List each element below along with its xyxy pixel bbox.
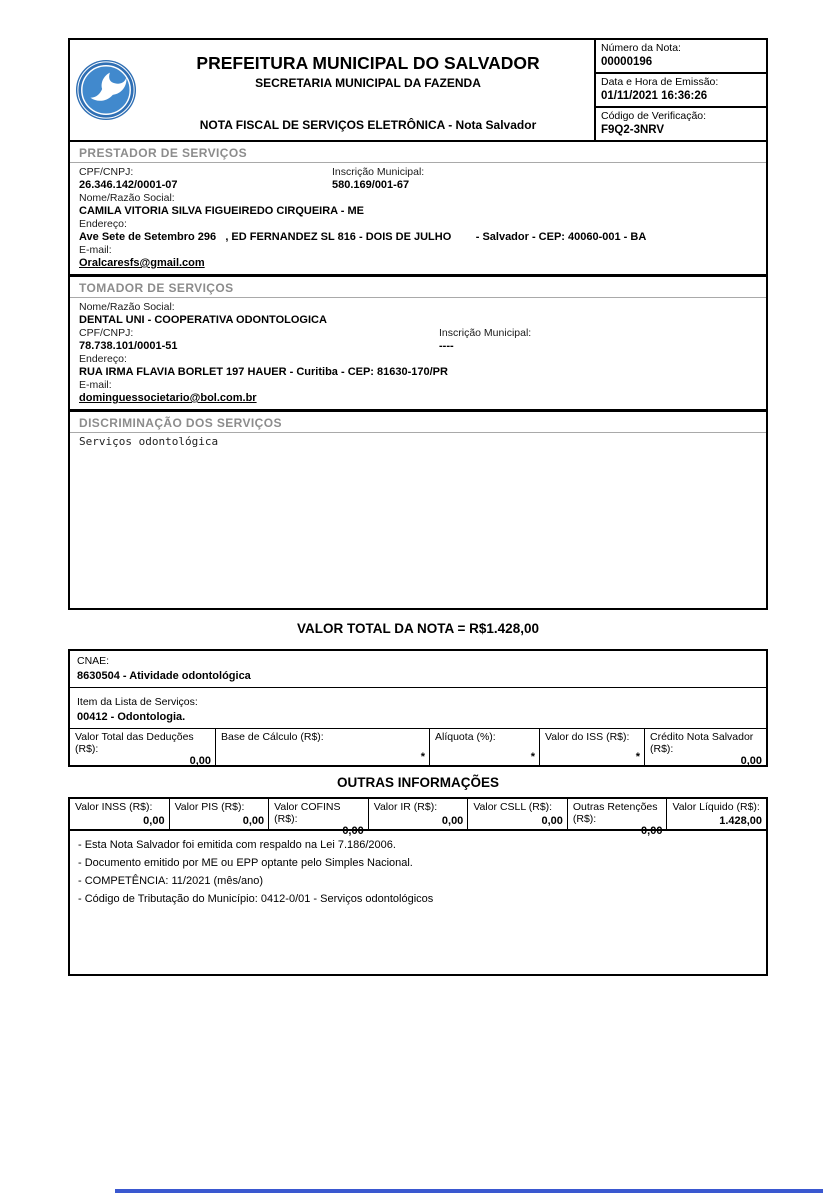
header-subtitle: SECRETARIA MUNICIPAL DA FAZENDA [255, 76, 481, 90]
note-line: - Esta Nota Salvador foi emitida com respaldo na Lei 7.186/2006. [78, 839, 396, 851]
cnae-value: 8630504 - Atividade odontológica [70, 668, 766, 688]
note-number-label: Número da Nota: [601, 42, 681, 54]
prestador-im-value: 580.169/001-67 [332, 179, 410, 191]
tomador-email-label: E-mail: [79, 379, 112, 391]
verification-code-row [596, 108, 766, 140]
credito-nota-label: Crédito Nota Salvador (R$): [650, 731, 754, 755]
base-calculo-value: * [420, 751, 425, 763]
valor-pis-value: 0,00 [242, 815, 265, 827]
aliquota-value: * [530, 751, 535, 763]
valor-inss-label: Valor INSS (R$): [75, 801, 153, 813]
credito-nota-cell [645, 729, 766, 765]
outras-informacoes-box [68, 797, 768, 976]
tomador-body [70, 298, 766, 409]
tomador-nome-value: DENTAL UNI - COOPERATIVA ODONTOLOGICA [79, 314, 327, 326]
base-calculo-label: Base de Cálculo (R$): [221, 731, 324, 743]
servicos-section-title: DISCRIMINAÇÃO DOS SERVIÇOS [70, 412, 766, 433]
tomador-id-row [79, 327, 757, 353]
section-tomador [70, 277, 766, 412]
notes-area [70, 831, 766, 974]
tomador-cpf-label: CPF/CNPJ: [79, 327, 134, 339]
note-number-value: 00000196 [601, 56, 653, 68]
note-line: - Documento emitido por ME ou EPP optante pelo Simples Nacional. [78, 857, 413, 869]
valor-cofins-cell [269, 799, 369, 837]
valor-iss-label: Valor do ISS (R$): [545, 731, 630, 743]
tomador-im-label: Inscrição Municipal: [439, 327, 532, 339]
aliquota-label: Alíquota (%): [435, 731, 496, 743]
valor-liquido-label: Valor Líquido (R$): [672, 801, 760, 813]
servicos-descricao: Serviços odontológica [79, 435, 219, 448]
prestador-section-title: PRESTADOR DE SERVIÇOS [70, 142, 766, 163]
valor-pis-label: Valor PIS (R$): [174, 801, 245, 813]
invoice-document [68, 38, 768, 976]
document-type-title: NOTA FISCAL DE SERVIÇOS ELETRÔNICA - Nota Salvador [199, 118, 537, 132]
city-seal-dove-icon [75, 59, 137, 121]
note-line: - COMPETÊNCIA: 11/2021 (mês/ano) [78, 875, 264, 887]
emission-datetime-value: 01/11/2021 16:36:26 [601, 90, 708, 102]
tomador-im-value: ---- [439, 340, 454, 352]
prestador-endereco-label: Endereço: [79, 218, 127, 230]
tomador-endereco-value: RUA IRMA FLAVIA BORLET 197 HAUER - Curitiba - CEP: 81630-170/PR [79, 366, 448, 378]
valor-inss-cell [70, 799, 170, 829]
valor-liquido-cell [667, 799, 766, 829]
cnae-label: CNAE: [77, 655, 110, 667]
prestador-nome-label: Nome/Razão Social: [79, 192, 175, 204]
emission-datetime-label: Data e Hora de Emissão: [601, 76, 719, 88]
prestador-nome-value: CAMILA VITORIA SILVA FIGUEIREDO CIRQUEIRA - ME [79, 205, 364, 217]
tomador-nome-label: Nome/Razão Social: [79, 301, 175, 313]
valor-liquido-value: 1.428,00 [719, 815, 763, 827]
total-value-line: VALOR TOTAL DA NOTA = R$1.428,00 [297, 621, 539, 636]
valor-iss-value: * [635, 751, 640, 763]
prestador-body [70, 163, 766, 274]
invoice-header [70, 40, 766, 142]
service-list-item-label: Item da Lista de Serviços: [77, 696, 198, 708]
credito-nota-value: 0,00 [740, 755, 762, 767]
section-prestador [70, 142, 766, 277]
prestador-im-label: Inscrição Municipal: [332, 166, 425, 178]
prestador-cpf-cnpj [79, 166, 332, 192]
header-titles [142, 40, 594, 140]
aliquota-cell [430, 729, 540, 765]
tomador-email-value: dominguessocietario@bol.com.br [79, 392, 257, 404]
prestador-id-row [79, 166, 757, 192]
prestador-inscricao-municipal [332, 166, 757, 192]
invoice-main-box [68, 38, 768, 610]
outras-retencoes-label: Outras Retenções (R$): [572, 801, 658, 825]
tomador-endereco-label: Endereço: [79, 353, 127, 365]
valor-csll-label: Valor CSLL (R$): [473, 801, 553, 813]
cnae-box [68, 649, 768, 767]
valor-pis-cell [170, 799, 270, 829]
section-servicos [70, 412, 766, 608]
outras-informacoes-title: OUTRAS INFORMAÇÕES [337, 775, 499, 790]
prestador-endereco-value: Ave Sete de Setembro 296 , ED FERNANDEZ SL 816 - DOIS DE JULHO - Salvador - CEP: 40060-001 - BA [79, 231, 647, 243]
valor-ir-cell [369, 799, 469, 829]
valor-ir-label: Valor IR (R$): [373, 801, 438, 813]
valor-cofins-value: 0,00 [342, 825, 364, 837]
valor-ir-value: 0,00 [441, 815, 464, 827]
prestador-cpf-label: CPF/CNPJ: [79, 166, 134, 178]
emission-datetime-row [596, 74, 766, 108]
prestador-email-label: E-mail: [79, 244, 112, 256]
note-number-row [596, 40, 766, 74]
service-list-item-value: 00412 - Odontologia. [70, 709, 766, 729]
note-line: - Código de Tributação do Município: 0412-0/01 - Serviços odontológicos [78, 893, 434, 905]
deducoes-label: Valor Total das Deduções (R$): [75, 731, 194, 755]
deducoes-cell [70, 729, 216, 765]
outras-retencoes-value: 0,00 [641, 825, 663, 837]
valor-csll-value: 0,00 [541, 815, 563, 827]
tomador-section-title: TOMADOR DE SERVIÇOS [70, 277, 766, 298]
valor-iss-cell [540, 729, 645, 765]
valor-csll-cell [468, 799, 568, 829]
outras-retencoes-cell [568, 799, 668, 837]
retencoes-row [70, 799, 766, 837]
tax-calculation-row [70, 729, 766, 765]
prestador-email-value: Oralcaresfs@gmail.com [79, 257, 205, 269]
verification-code-label: Código de Verificação: [601, 110, 707, 122]
page-title: PREFEITURA MUNICIPAL DO SALVADOR [196, 53, 540, 73]
tomador-cpf-value: 78.738.101/0001-51 [79, 340, 178, 352]
valor-cofins-label: Valor COFINS (R$): [274, 801, 341, 825]
note-info-panel [594, 40, 766, 140]
verification-code-value: F9Q2-3NRV [601, 124, 665, 136]
logo-cell [70, 40, 142, 140]
base-calculo-cell [216, 729, 430, 765]
tomador-cpf-cnpj [79, 327, 439, 353]
tomador-inscricao-municipal [439, 327, 757, 353]
valor-inss-value: 0,00 [143, 815, 165, 827]
deducoes-value: 0,00 [189, 755, 211, 767]
bottom-blue-bar [115, 1189, 823, 1193]
prestador-cpf-value: 26.346.142/0001-07 [79, 179, 178, 191]
